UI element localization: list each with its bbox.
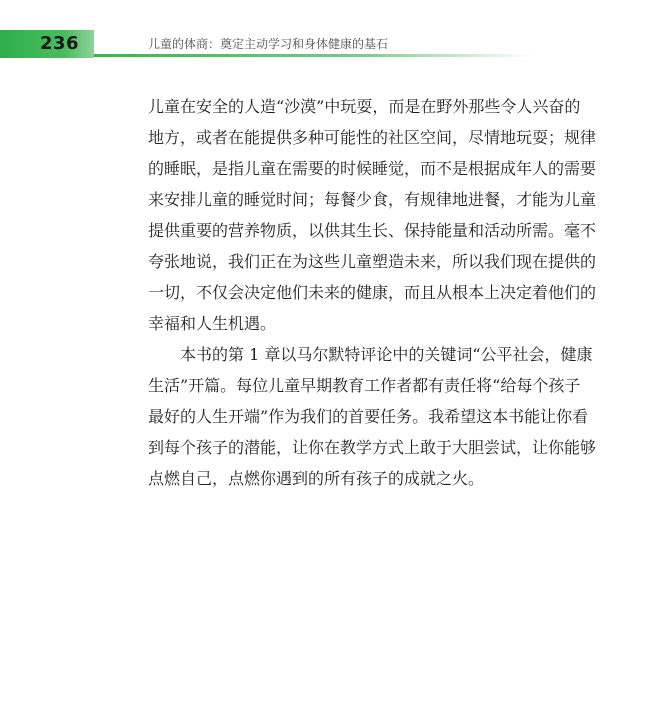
text-line: 最好的人生开端”作为我们的首要任务。我希望这本书能让你看 [148,407,589,426]
text-line: 儿童在安全的人造“沙漠”中玩耍，而是在野外那些令人兴奋的 [148,97,581,116]
running-title: 儿童的体商：奠定主动学习和身体健康的基石 [148,37,389,51]
paragraph-2 [148,339,597,494]
text-line: 一切，不仅会决定他们未来的健康，而且从根本上决定着他们的 [148,283,597,302]
page-number: 236 [40,33,80,54]
text-line: 生活”开篇。每位儿童早期教育工作者都有责任将“给每个孩子 [148,376,581,395]
page-number-tab [0,30,94,58]
text-line: 本书的第 1 章以马尔默特评论中的关键词“公平社会，健康 [180,345,593,364]
text-line: 幸福和人生机遇。 [148,314,277,333]
header-divider [94,54,534,57]
text-line: 点燃自己，点燃你遇到的所有孩子的成就之火。 [148,469,485,488]
paragraph-1 [148,91,597,339]
text-line: 提供重要的营养物质，以供其生长、保持能量和活动所需。毫不 [148,221,597,240]
text-line: 来安排儿童的睡觉时间；每餐少食，有规律地进餐，才能为儿童 [148,190,597,209]
text-line: 到每个孩子的潜能，让你在教学方式上敢于大胆尝试，让你能够 [148,438,597,457]
text-line: 夸张地说，我们正在为这些儿童塑造未来，所以我们现在提供的 [148,252,597,271]
body-text [148,91,597,494]
text-line: 的睡眠，是指儿童在需要的时候睡觉，而不是根据成年人的需要 [148,159,597,178]
text-line: 地方，或者在能提供多种可能性的社区空间，尽情地玩耍；规律 [148,128,597,147]
page-header [0,30,654,58]
